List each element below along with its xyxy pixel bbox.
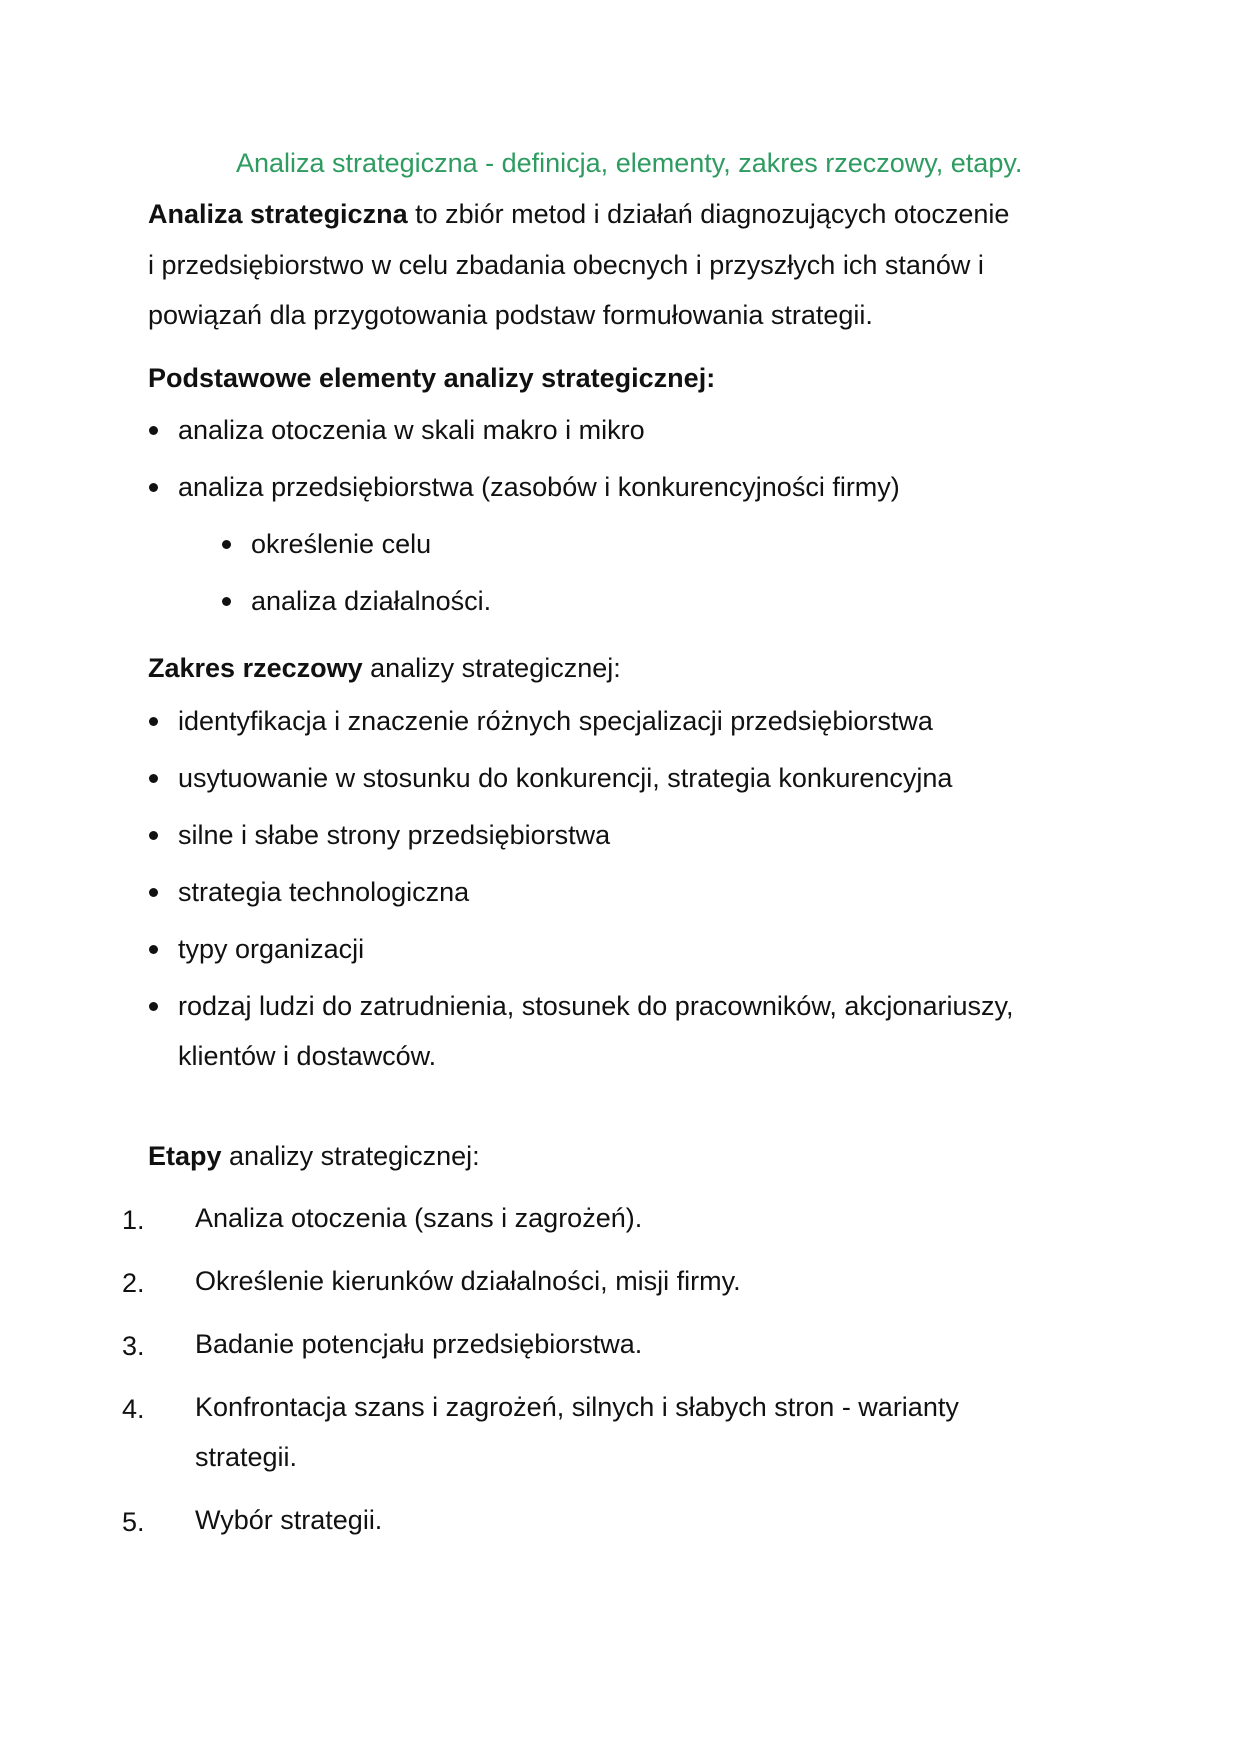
stage-number: 5.	[122, 1507, 145, 1537]
stage-item-1: Analiza otoczenia (szans i zagrożeń).	[195, 1203, 643, 1233]
scope-heading-rest: analizy strategicznej:	[362, 653, 621, 683]
definition-line-1	[148, 201, 1009, 228]
definition-term: Analiza strategiczna	[148, 199, 408, 229]
scope-item-1: identyfikacja i znaczenie różnych specjalizacji przedsiębiorstwa	[178, 706, 933, 736]
stage-number: 4.	[122, 1394, 145, 1424]
stage-item-4-continuation: strategii.	[195, 1442, 298, 1472]
scope-item-4: strategia technologiczna	[178, 877, 470, 907]
scope-item-6-continuation: klientów i dostawców.	[178, 1041, 437, 1071]
stage-item-4: Konfrontacja szans i zagrożeń, silnych i słabych stron - warianty	[195, 1392, 959, 1422]
stage-item-5: Wybór strategii.	[195, 1505, 383, 1535]
scope-item-3: silne i słabe strony przedsiębiorstwa	[178, 820, 611, 850]
stage-item-3: Badanie potencjału przedsiębiorstwa.	[195, 1329, 643, 1359]
stage-item-2: Określenie kierunków działalności, misji firmy.	[195, 1266, 741, 1296]
elements-item-1: analiza otoczenia w skali makro i mikro	[178, 415, 645, 445]
stages-heading-bold: Etapy	[148, 1141, 222, 1171]
bullet-icon	[222, 597, 231, 606]
stages-heading	[148, 1143, 480, 1170]
bullet-icon	[149, 717, 158, 726]
scope-item-6: rodzaj ludzi do zatrudnienia, stosunek do pracowników, akcjonariuszy,	[178, 991, 1014, 1021]
bullet-icon	[149, 945, 158, 954]
bullet-icon	[149, 483, 158, 492]
stage-number: 3.	[122, 1331, 145, 1361]
bullet-icon	[149, 888, 158, 897]
bullet-icon	[149, 831, 158, 840]
stage-number: 2.	[122, 1268, 145, 1298]
bullet-icon	[149, 774, 158, 783]
document-title: Analiza strategiczna - definicja, elementy, zakres rzeczowy, etapy.	[236, 148, 1023, 178]
elements-item-2: analiza przedsiębiorstwa (zasobów i konkurencyjności firmy)	[178, 472, 900, 502]
scope-heading-bold: Zakres rzeczowy	[148, 653, 363, 683]
elements-subitem-2: analiza działalności.	[251, 586, 492, 616]
definition-line-2: i przedsiębiorstwo w celu zbadania obecnych i przyszłych ich stanów i	[148, 250, 984, 280]
elements-subitem-1: określenie celu	[251, 529, 432, 559]
definition-line-3: powiązań dla przygotowania podstaw formułowania strategii.	[148, 300, 873, 330]
elements-heading: Podstawowe elementy analizy strategicznej:	[148, 363, 716, 393]
bullet-icon	[149, 426, 158, 435]
scope-item-5: typy organizacji	[178, 934, 365, 964]
scope-heading	[148, 655, 621, 682]
definition-line-1-rest: to zbiór metod i działań diagnozujących otoczenie	[407, 199, 1010, 229]
bullet-icon	[222, 540, 231, 549]
bullet-icon	[149, 1002, 158, 1011]
stage-number: 1.	[122, 1205, 145, 1235]
scope-item-2: usytuowanie w stosunku do konkurencji, strategia konkurencyjna	[178, 763, 953, 793]
stages-heading-rest: analizy strategicznej:	[221, 1141, 480, 1171]
